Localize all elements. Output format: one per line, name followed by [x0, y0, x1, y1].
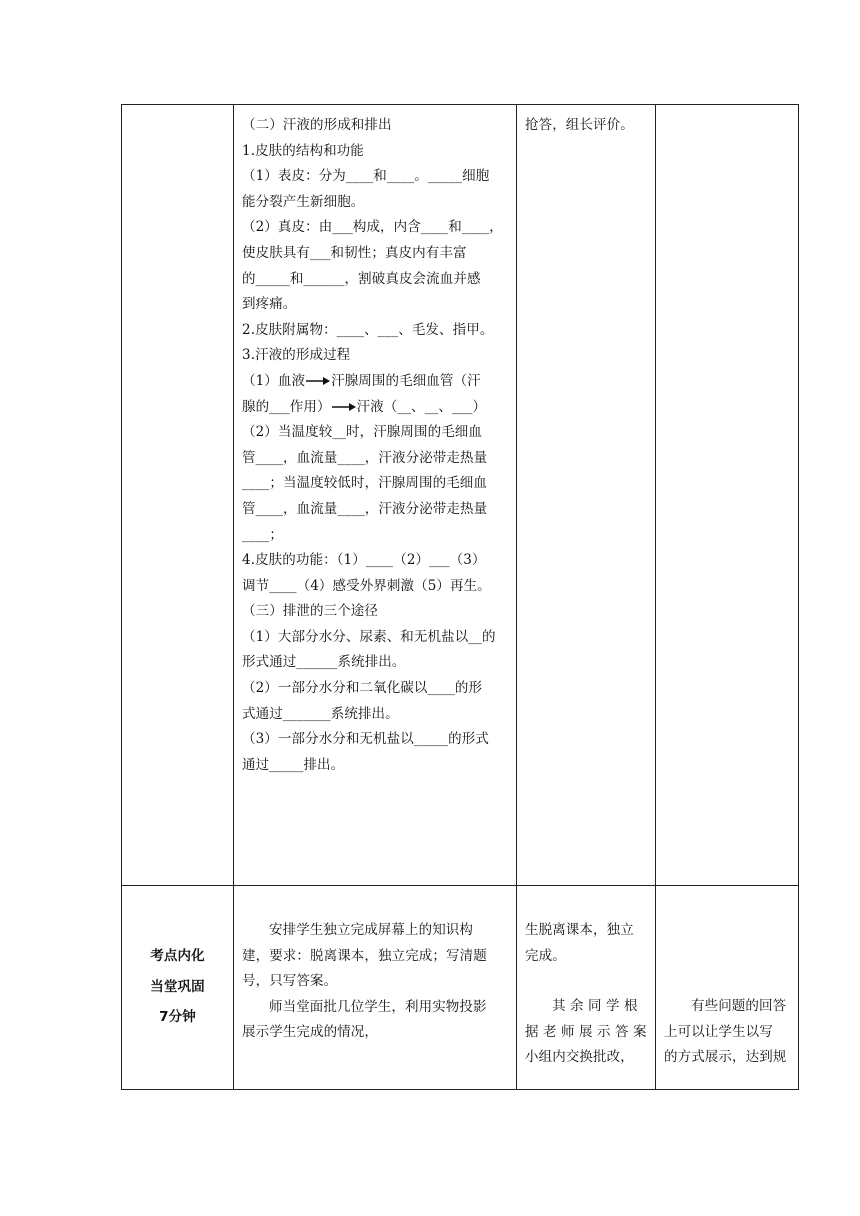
stage-label: 7分钟 [159, 1009, 196, 1025]
text-line: （二）汗液的形成和排出 [242, 117, 392, 133]
text-line: （1）大部分水分、尿素、和无机盐以__的 [242, 628, 496, 645]
text-line: 的_____和______，割破真皮会流血并感 [242, 270, 481, 287]
stage-cell-empty [122, 105, 234, 886]
text-line: 通过_____排出。 [242, 756, 345, 773]
lesson-plan-table [121, 104, 799, 1090]
teacher-activity-cell [234, 886, 517, 1090]
flow-line [242, 395, 509, 421]
stage-label: 考点内化 [150, 948, 205, 964]
text-line: （三）排泄的三个途径 [242, 603, 378, 620]
text-line: 安排学生独立完成屏幕上的知识构 [269, 922, 473, 938]
text-line: 能分裂产生新细胞。 [242, 193, 365, 210]
flow-text: 腺的___作用） [242, 398, 331, 415]
text-line: 式通过_______系统排出。 [242, 705, 399, 722]
arrow-right-icon [306, 376, 330, 386]
text-line: 其 余 同 学 根 [552, 998, 638, 1015]
table-row [122, 105, 799, 886]
text-line: 调节____（4）感受外界刺激（5）再生。 [242, 577, 491, 594]
text-line: 管____，血流量____，汗液分泌带走热量 [242, 449, 488, 466]
text-line: 师当堂面批几位学生，利用实物投影 [269, 998, 487, 1015]
text-line: （2）一部分水分和二氧化碳以____的形 [242, 680, 483, 697]
text-line: 生脱离课本，独立 [525, 922, 634, 938]
text-line: 建，要求：脱离课本，独立完成；写清题 [242, 947, 487, 964]
flow-line [242, 369, 509, 395]
text-line: 2.皮肤附属物：____、___、毛发、指甲。 [242, 321, 494, 338]
flow-text: （1）血液 [242, 372, 306, 389]
teacher-activity-cell [234, 105, 517, 886]
text-line: 上可以让学生以写 [664, 1023, 773, 1040]
stage-label: 当堂巩固 [150, 978, 205, 995]
text-line: 完成。 [525, 947, 566, 964]
text-line: ____；当温度较低时，汗腺周围的毛细血 [242, 475, 487, 492]
text-line: 的方式展示，达到规 [664, 1049, 787, 1066]
text-line: （1）表皮：分为____和____。_____细胞 [242, 168, 490, 185]
notes-cell-empty [656, 105, 799, 886]
text-line: 号，只写答案。 [242, 973, 338, 990]
notes-cell [656, 886, 799, 1090]
text-line: 4.皮肤的功能：（1）____（2）___（3） [242, 552, 486, 569]
text-line: （2）真皮：由___构成，内含____和____， [242, 219, 503, 236]
text-line: ____； [242, 526, 283, 543]
student-activity-cell [517, 886, 656, 1090]
text-line: （3）一部分水分和无机盐以_____的形式 [242, 731, 489, 748]
arrow-right-icon [332, 402, 356, 412]
text-line: 1.皮肤的结构和功能 [242, 142, 364, 159]
student-activity-cell [517, 105, 656, 886]
text-line: 抢答，组长评价。 [525, 117, 634, 133]
text-line: 有些问题的回答 [691, 998, 787, 1014]
text-line: 展示学生完成的情况， [242, 1024, 378, 1041]
text-line: 管____，血流量____，汗液分泌带走热量 [242, 500, 488, 517]
stage-cell [122, 886, 234, 1090]
text-line: 使皮肤具有___和韧性；真皮内有丰富 [242, 244, 467, 261]
text-line: 形式通过______系统排出。 [242, 654, 406, 671]
text-line: 到疼痛。 [242, 296, 297, 313]
flow-text: 汗液（__、__、___） [356, 398, 487, 415]
text-line: 小组内交换批改， [525, 1049, 634, 1066]
table-row [122, 886, 799, 1090]
text-line: 据 老 师 展 示 答 案 [525, 1023, 647, 1040]
flow-text: 汗腺周围的毛细血管（汗 [331, 372, 481, 389]
text-line: （2）当温度较__时，汗腺周围的毛细血 [242, 424, 482, 441]
text-line: 3.汗液的形成过程 [242, 347, 351, 364]
